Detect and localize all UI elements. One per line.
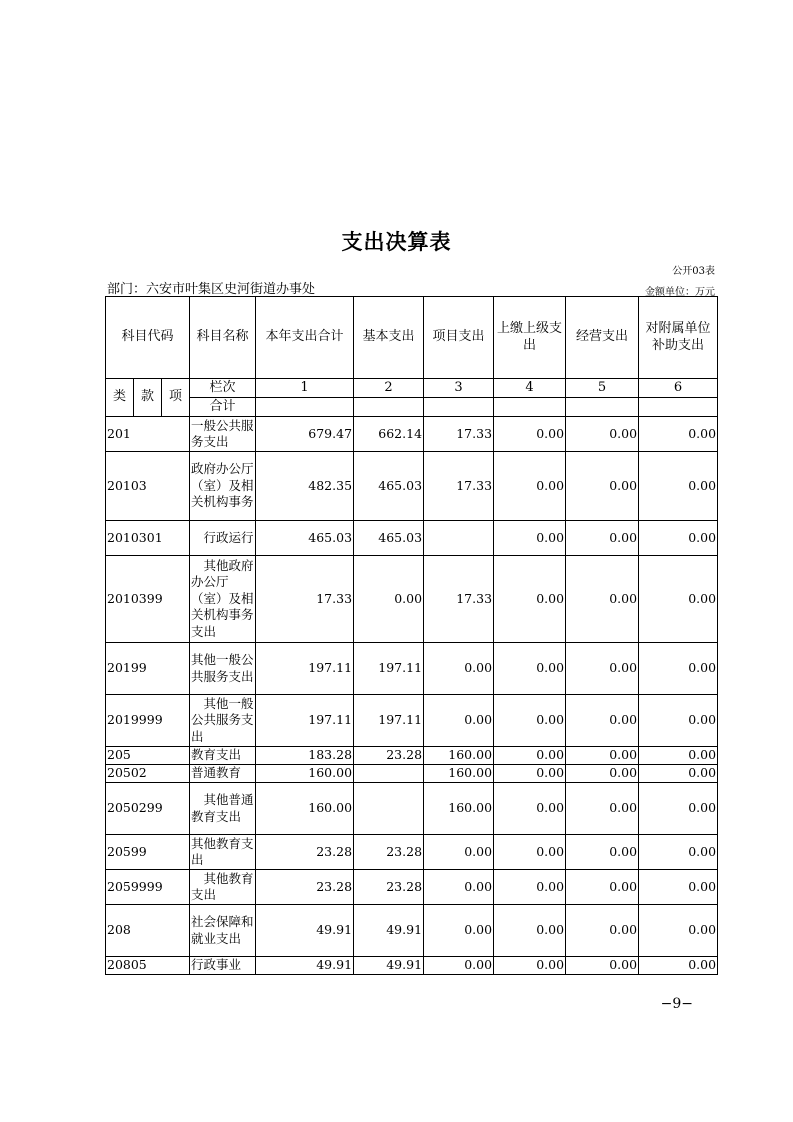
row-subsidy: 0.00 [639, 643, 718, 695]
row-total: 197.11 [256, 695, 354, 747]
row-total: 49.91 [256, 905, 354, 957]
row-code: 2059999 [106, 870, 190, 905]
header-subsidy: 对附属单位补助支出 [639, 297, 718, 379]
header-project: 项目支出 [424, 297, 494, 379]
table-row [106, 417, 718, 452]
row-basic: 23.28 [354, 835, 424, 870]
row-total: 465.03 [256, 521, 354, 556]
row-basic: 465.03 [354, 452, 424, 521]
table-row [106, 695, 718, 747]
col-num-2: 2 [354, 379, 424, 398]
row-upper: 0.00 [494, 905, 566, 957]
row-project: 0.00 [424, 870, 494, 905]
row-business: 0.00 [566, 417, 639, 452]
row-total: 160.00 [256, 765, 354, 783]
department-label: 部门：六安市叶集区史河街道办事处 [107, 282, 316, 297]
row-total: 17.33 [256, 556, 354, 643]
page-title: 支出决算表 [341, 229, 452, 254]
row-upper: 0.00 [494, 695, 566, 747]
row-code: 2010399 [106, 556, 190, 643]
table-row [106, 835, 718, 870]
table-row [106, 957, 718, 975]
row-name: 行政运行 [190, 521, 256, 556]
row-total: 183.28 [256, 747, 354, 765]
row-code: 20805 [106, 957, 190, 975]
row-project: 17.33 [424, 417, 494, 452]
row-name: 其他一般公共服务支出 [190, 643, 256, 695]
row-project: 17.33 [424, 556, 494, 643]
header-total: 本年支出合计 [256, 297, 354, 379]
table-row [106, 521, 718, 556]
row-subsidy: 0.00 [639, 521, 718, 556]
row-upper: 0.00 [494, 765, 566, 783]
row-business: 0.00 [566, 556, 639, 643]
row-name: 其他政府办公厅（室）及相关机构事务支出 [190, 556, 256, 643]
row-business: 0.00 [566, 643, 639, 695]
row-business: 0.00 [566, 783, 639, 835]
row-basic: 197.11 [354, 643, 424, 695]
row-basic: 23.28 [354, 870, 424, 905]
row-project: 160.00 [424, 765, 494, 783]
row-upper: 0.00 [494, 870, 566, 905]
col-num-1: 1 [256, 379, 354, 398]
row-basic: 197.11 [354, 695, 424, 747]
row-project [424, 521, 494, 556]
row-basic: 465.03 [354, 521, 424, 556]
row-business: 0.00 [566, 765, 639, 783]
row-basic [354, 765, 424, 783]
row-basic: 0.00 [354, 556, 424, 643]
row-upper: 0.00 [494, 417, 566, 452]
row-business: 0.00 [566, 835, 639, 870]
row-subsidy: 0.00 [639, 417, 718, 452]
row-total: 679.47 [256, 417, 354, 452]
row-basic: 49.91 [354, 957, 424, 975]
row-name: 其他教育支出 [190, 870, 256, 905]
table-row [106, 783, 718, 835]
row-code: 20502 [106, 765, 190, 783]
row-upper: 0.00 [494, 835, 566, 870]
row-subsidy: 0.00 [639, 695, 718, 747]
unit-label: 金额单位：万元 [645, 287, 715, 298]
row-business: 0.00 [566, 957, 639, 975]
row-subsidy: 0.00 [639, 452, 718, 521]
table-row [106, 643, 718, 695]
row-project: 160.00 [424, 783, 494, 835]
row-upper: 0.00 [494, 957, 566, 975]
row-code: 20199 [106, 643, 190, 695]
row-name: 政府办公厅（室）及相关机构事务 [190, 452, 256, 521]
table-row [106, 556, 718, 643]
row-total: 482.35 [256, 452, 354, 521]
page-number: −9− [660, 996, 693, 1012]
header-name: 科目名称 [190, 297, 256, 379]
header-xiang: 项 [162, 379, 190, 417]
col-num-5: 5 [566, 379, 639, 398]
row-name: 一般公共服务支出 [190, 417, 256, 452]
row-subsidy: 0.00 [639, 870, 718, 905]
row-name: 普通教育 [190, 765, 256, 783]
header-basic: 基本支出 [354, 297, 424, 379]
col-num-6: 6 [639, 379, 718, 398]
header-code: 科目代码 [106, 297, 190, 379]
row-project: 160.00 [424, 747, 494, 765]
row-code: 2010301 [106, 521, 190, 556]
row-code: 208 [106, 905, 190, 957]
row-total: 160.00 [256, 783, 354, 835]
row-code: 20599 [106, 835, 190, 870]
table-row [106, 905, 718, 957]
form-number: 公开03表 [672, 266, 715, 277]
row-business: 0.00 [566, 521, 639, 556]
row-project: 0.00 [424, 835, 494, 870]
row-code: 2050299 [106, 783, 190, 835]
header-kuan: 款 [134, 379, 162, 417]
row-basic [354, 783, 424, 835]
row-business: 0.00 [566, 905, 639, 957]
header-business: 经营支出 [566, 297, 639, 379]
row-total: 197.11 [256, 643, 354, 695]
row-total: 49.91 [256, 957, 354, 975]
row-name: 行政事业 [190, 957, 256, 975]
row-upper: 0.00 [494, 747, 566, 765]
row-subsidy: 0.00 [639, 957, 718, 975]
row-project: 0.00 [424, 957, 494, 975]
expenditure-table [105, 296, 718, 975]
row-basic: 49.91 [354, 905, 424, 957]
header-heji: 合计 [190, 398, 256, 417]
row-business: 0.00 [566, 870, 639, 905]
header-lanci: 栏次 [190, 379, 256, 398]
row-subsidy: 0.00 [639, 747, 718, 765]
table-row [106, 747, 718, 765]
row-code: 20103 [106, 452, 190, 521]
row-total: 23.28 [256, 835, 354, 870]
row-subsidy: 0.00 [639, 835, 718, 870]
row-project: 0.00 [424, 643, 494, 695]
row-total: 23.28 [256, 870, 354, 905]
col-num-3: 3 [424, 379, 494, 398]
table-row [106, 870, 718, 905]
row-subsidy: 0.00 [639, 783, 718, 835]
row-basic: 662.14 [354, 417, 424, 452]
row-project: 0.00 [424, 695, 494, 747]
row-subsidy: 0.00 [639, 905, 718, 957]
row-upper: 0.00 [494, 783, 566, 835]
row-name: 其他普通教育支出 [190, 783, 256, 835]
row-upper: 0.00 [494, 452, 566, 521]
row-basic: 23.28 [354, 747, 424, 765]
header-upper: 上缴上级支出 [494, 297, 566, 379]
row-business: 0.00 [566, 695, 639, 747]
row-name: 社会保障和就业支出 [190, 905, 256, 957]
row-business: 0.00 [566, 452, 639, 521]
row-name: 其他一般公共服务支出 [190, 695, 256, 747]
row-business: 0.00 [566, 747, 639, 765]
row-code: 2019999 [106, 695, 190, 747]
row-project: 0.00 [424, 905, 494, 957]
row-project: 17.33 [424, 452, 494, 521]
row-upper: 0.00 [494, 556, 566, 643]
row-name: 其他教育支出 [190, 835, 256, 870]
row-upper: 0.00 [494, 643, 566, 695]
row-code: 205 [106, 747, 190, 765]
row-subsidy: 0.00 [639, 765, 718, 783]
header-lei: 类 [106, 379, 134, 417]
row-subsidy: 0.00 [639, 556, 718, 643]
col-num-4: 4 [494, 379, 566, 398]
table-row [106, 765, 718, 783]
row-name: 教育支出 [190, 747, 256, 765]
table-row [106, 452, 718, 521]
row-upper: 0.00 [494, 521, 566, 556]
row-code: 201 [106, 417, 190, 452]
